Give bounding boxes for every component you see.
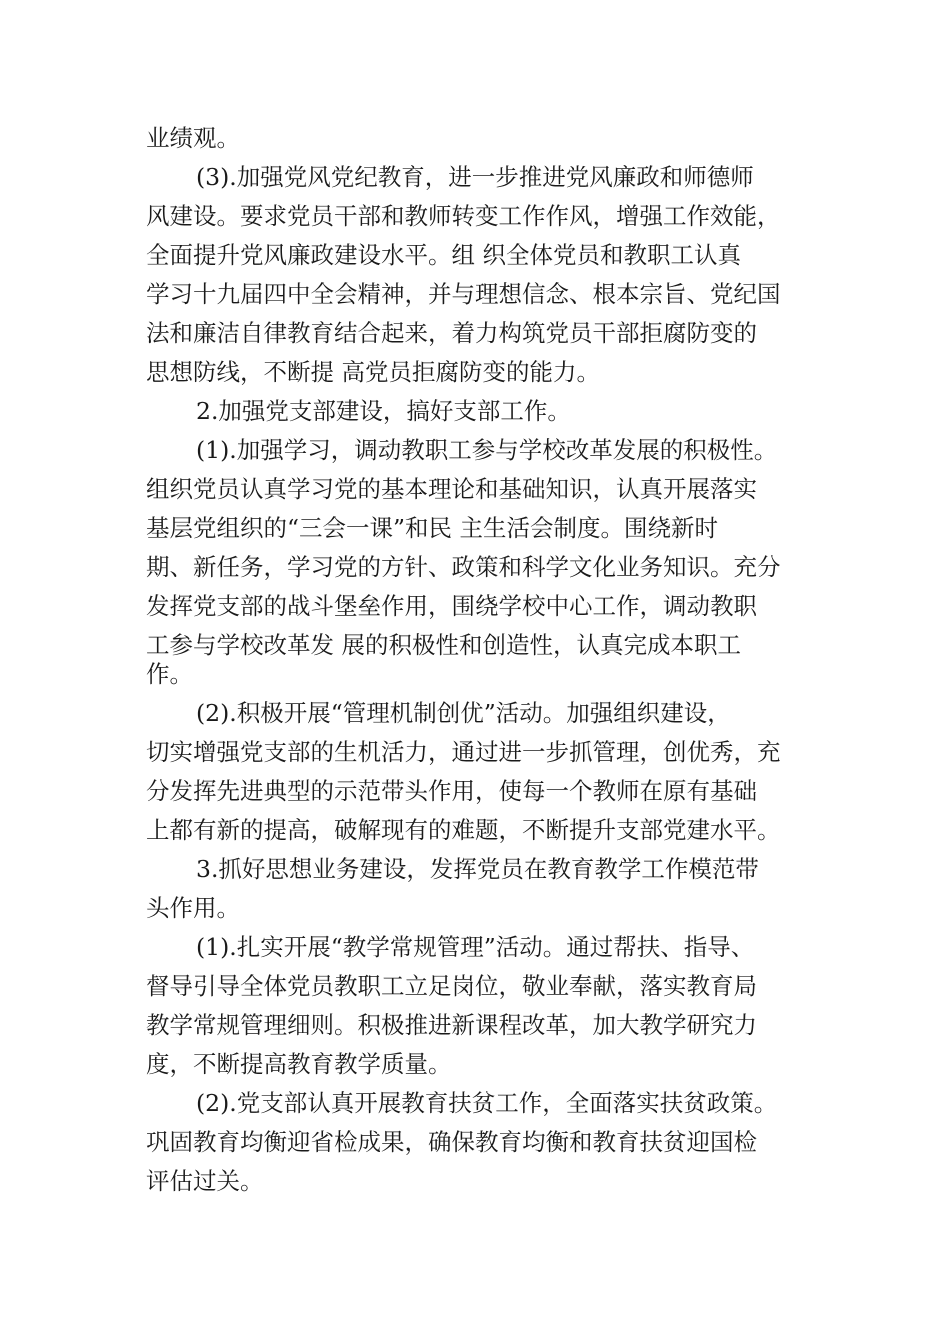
section-heading: 2.加强党支部建设，搞好支部工作。 [196,397,571,425]
text-line: 学习十九届四中全会精神，并与理想信念、根本宗旨、党纪国 [146,280,781,308]
text-line: (1).扎实开展“教学常规管理”活动。通过帮扶、指导、 [196,933,755,961]
text-line: 工参与学校改革发 展的积极性和创造性，认真完成本职工 [146,631,741,659]
text-line: (2).积极开展“管理机制创优”活动。加强组织建设， [196,699,731,727]
text-line: 头作用。 [146,894,240,922]
text-line: (2).党支部认真开展教育扶贫工作，全面落实扶贫政策。 [196,1089,778,1117]
text-line: 作。 [146,660,193,688]
text-line: 度，不断提高教育教学质量。 [146,1050,452,1078]
text-line: 风建设。要求党员干部和教师转变工作作风，增强工作效能， [146,202,781,230]
text-line: 评估过关。 [146,1167,264,1195]
text-line: 巩固教育均衡迎省检成果，确保教育均衡和教育扶贫迎国检 [146,1128,757,1156]
section-heading: 3.抓好思想业务建设，发挥党员在教育教学工作模范带 [196,855,759,883]
text-line: 发挥党支部的战斗堡垒作用，围绕学校中心工作，调动教职 [146,592,757,620]
text-line: 教学常规管理细则。积极推进新课程改革，加大教学研究力 [146,1011,757,1039]
text-line: 上都有新的提高，破解现有的难题，不断提升支部党建水平。 [146,816,781,844]
text-line: 法和廉洁自律教育结合起来，着力构筑党员干部拒腐防变的 [146,319,757,347]
text-line: 督导引导全体党员教职工立足岗位，敬业奉献，落实教育局 [146,972,757,1000]
text-line: (3).加强党风党纪教育，进一步推进党风廉政和师德师 [196,163,754,191]
text-line: 业绩观。 [146,124,240,152]
text-line: 期、新任务，学习党的方针、政策和科学文化业务知识。充分 [146,553,781,581]
text-line: 基层党组织的“三会一课”和民 主生活会制度。围绕新时 [146,514,718,542]
text-line: 分发挥先进典型的示范带头作用，使每一个教师在原有基础 [146,777,757,805]
text-line: 全面提升党风廉政建设水平。组 织全体党员和教职工认真 [146,241,741,269]
text-line: (1).加强学习，调动教职工参与学校改革发展的积极性。 [196,436,778,464]
text-line: 组织党员认真学习党的基本理论和基础知识，认真开展落实 [146,475,757,503]
text-line: 切实增强党支部的生机活力，通过进一步抓管理，创优秀，充 [146,738,781,766]
text-line: 思想防线，不断提 高党员拒腐防变的能力。 [146,358,600,386]
